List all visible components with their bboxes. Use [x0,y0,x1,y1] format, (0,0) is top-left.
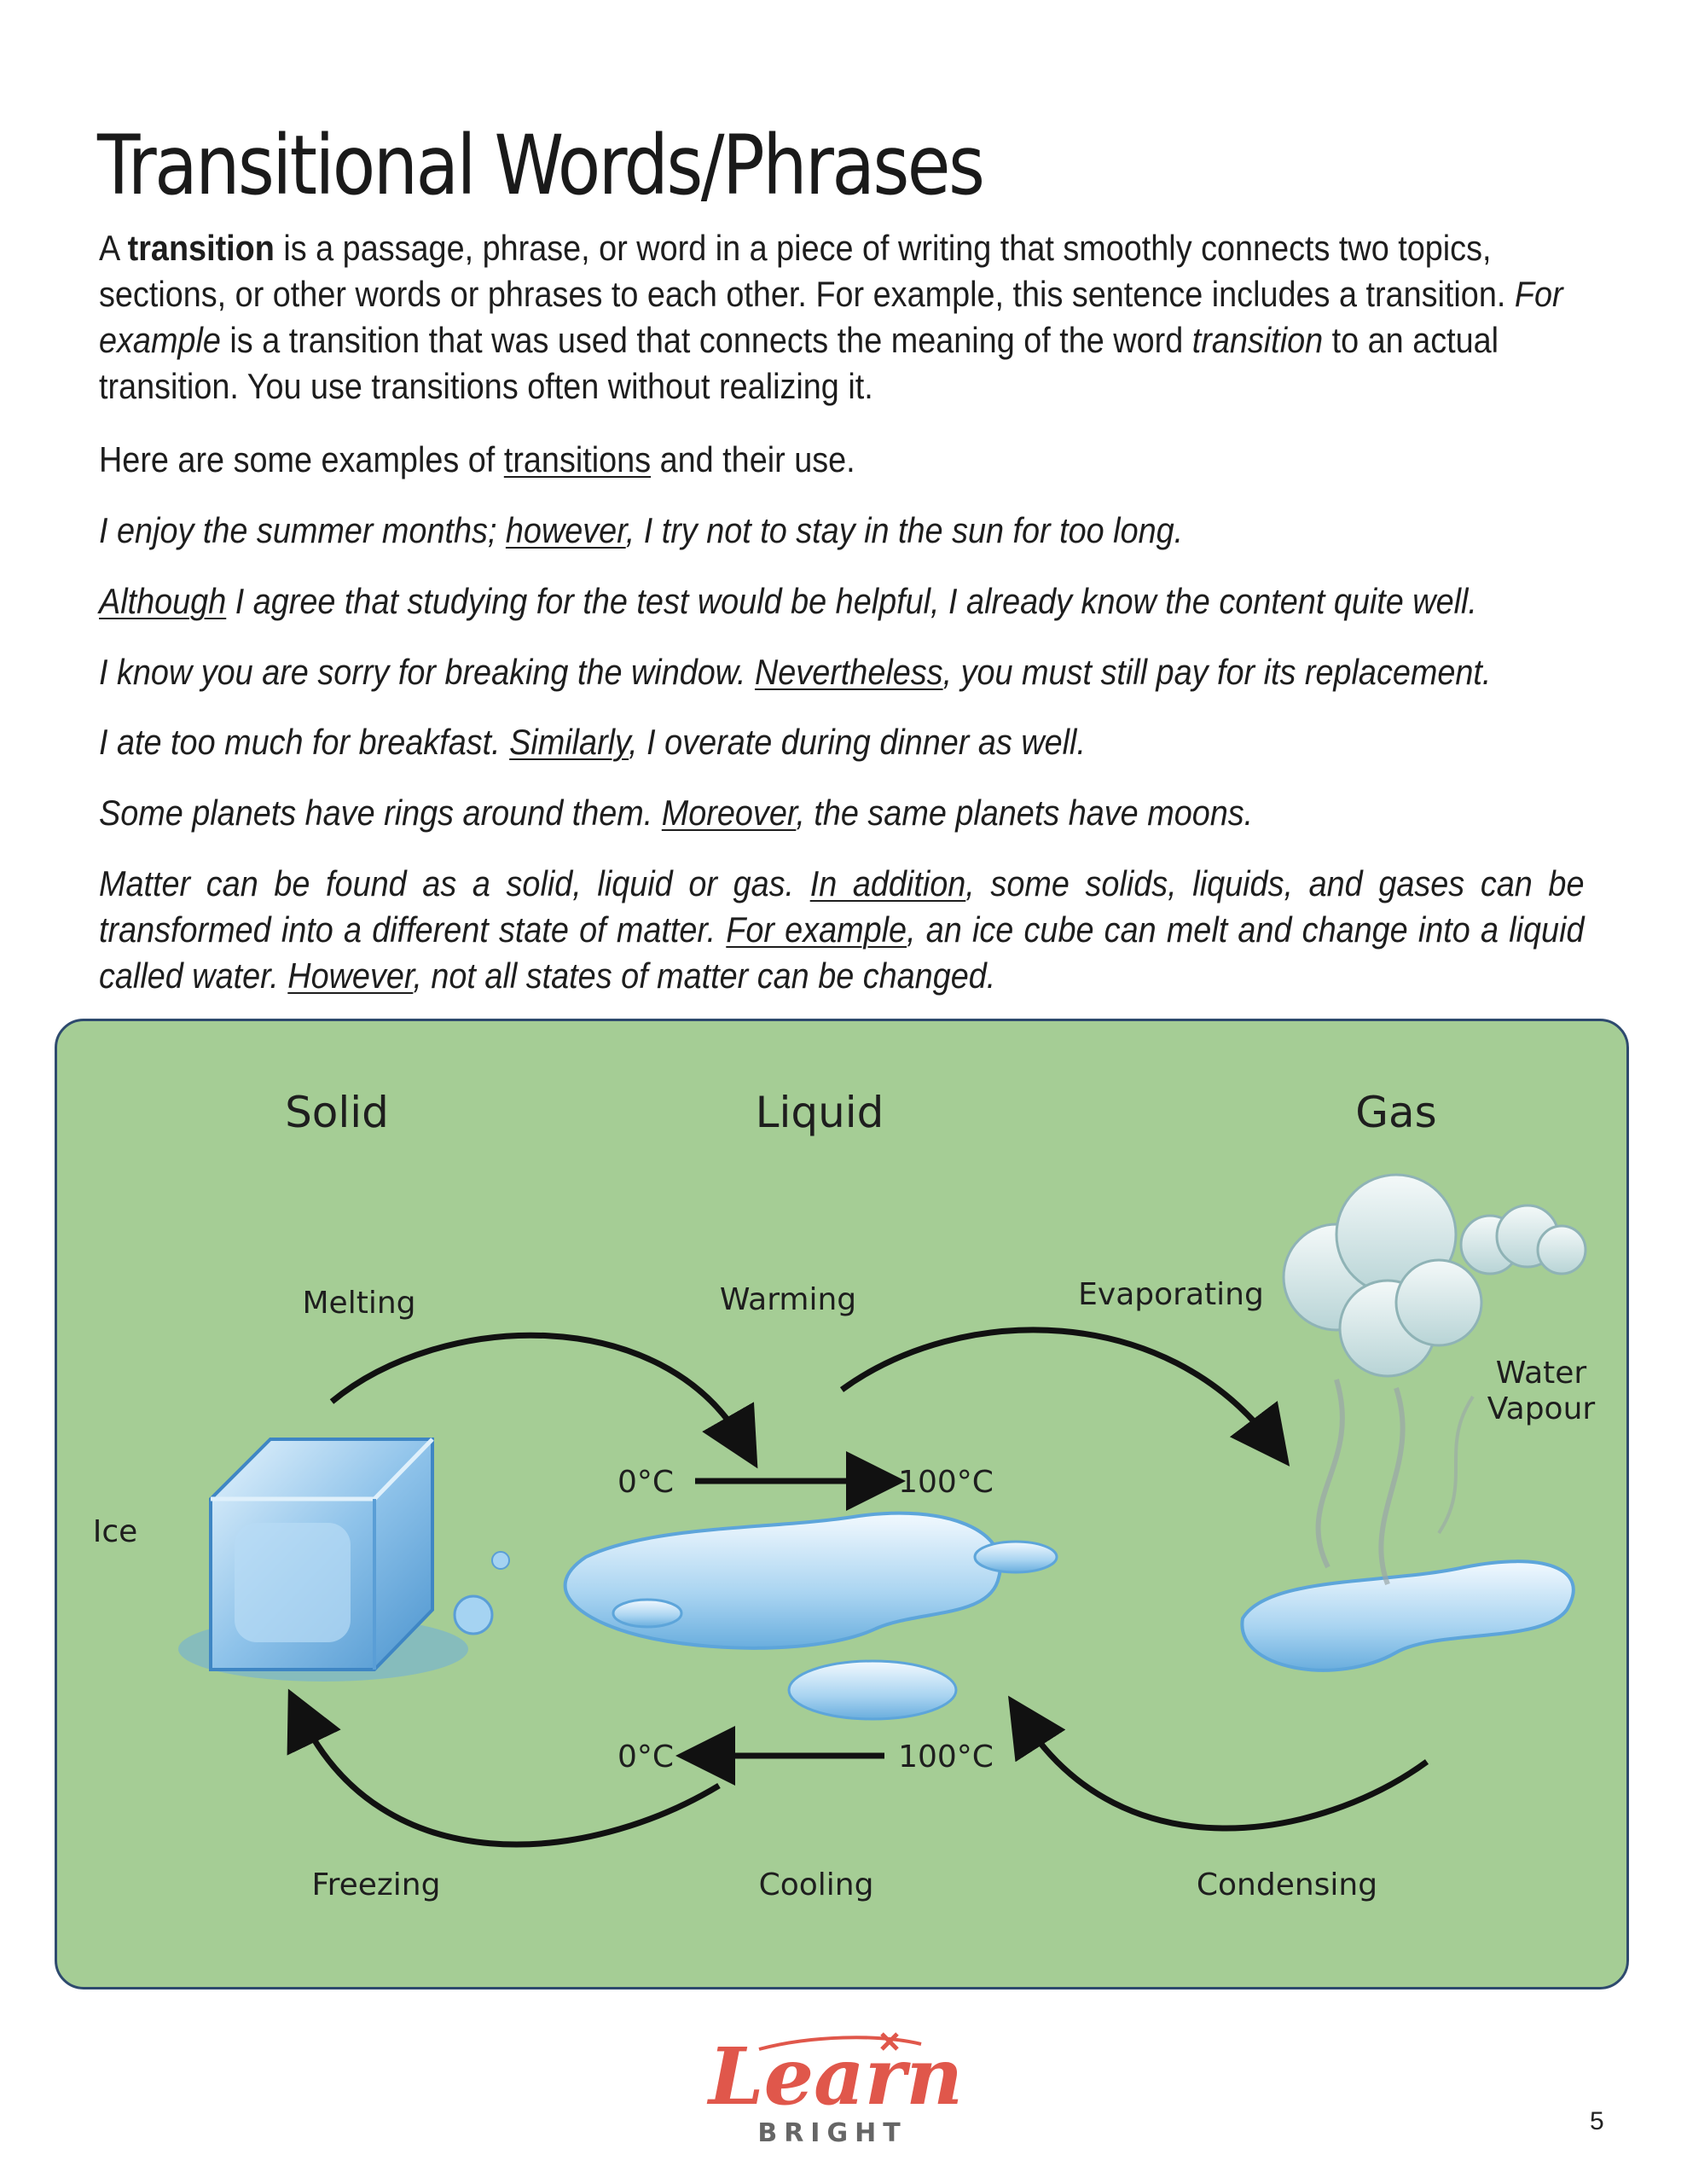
water-label: Water [1495,1356,1587,1391]
logo-mark [699,2015,972,2152]
gas-heading: Gas [1355,1088,1437,1137]
example-sentence-2 [99,578,1585,624]
example-sentence-1 [99,508,1585,554]
intro-text: is a transition that was used that connects the meaning of the word [220,320,1192,360]
example-text: , an ice cube can melt and change into a liquid called water. [99,909,1585,996]
example-transition-word: For example [726,909,907,950]
diagram-canvas [57,1021,1632,1992]
cooling-label: Cooling [758,1867,874,1902]
example-text: I know you are sorry for breaking the window. [99,652,755,692]
example-text: , I try not to stay in the sun for too long. [625,510,1184,550]
example-transition-word: however [505,510,626,550]
example-text: I ate too much for breakfast. [99,722,510,762]
states-of-matter-diagram [55,1019,1629,1989]
intro-italic-term: For example [99,274,1563,360]
example-transition-word: Moreover [661,793,797,833]
learn-bright-logo [699,2015,972,2152]
evaporating-arrow [842,1330,1272,1443]
freezing-label: Freezing [311,1867,441,1902]
examples-intro-text: and their use. [651,439,855,479]
example-text: , not all states of matter can be changed. [413,956,996,996]
page-title: Transitional Words/Phrases [97,118,983,213]
example-sentence-4 [99,719,1585,765]
liquid-heading: Liquid [755,1088,884,1137]
examples-intro-underlined: transitions [503,439,652,479]
logo-word: Learn [708,2030,964,2123]
example-text: I agree that studying for the test would be helpful, I already know the content quite well. [226,581,1477,621]
example-text: , I overate during dinner as well. [629,722,1086,762]
temp-zero-bottom: 0°C [617,1740,675,1774]
example-sentence-5 [99,790,1585,836]
warming-label: Warming [719,1282,857,1317]
example-text: , the same planets have moons. [796,793,1254,833]
melting-label: Melting [302,1286,416,1321]
example-text: , you must still pay for its replacement. [942,652,1492,692]
temp-hundred-bottom: 100°C [898,1740,994,1774]
example-transition-word: In addition [809,863,966,903]
intro-text: A [99,228,128,268]
example-transition-word: Although [99,581,227,621]
example-transition-word: Similarly [509,722,629,762]
example-transition-word: However [287,956,414,996]
ice-cube-icon [178,1439,509,1682]
ice-label: Ice [92,1514,138,1549]
example-sentence-3 [99,649,1585,695]
intro-bold-term: transition [127,228,275,268]
freezing-arrow [301,1716,719,1844]
evaporating-label: Evaporating [1078,1277,1264,1312]
example-transition-word: Nevertheless [754,652,943,692]
temp-zero-top: 0°C [617,1465,675,1500]
temp-hundred-top: 100°C [898,1465,994,1500]
examples-intro-text: Here are some examples of [99,439,504,479]
vapour-label: Vapour [1487,1391,1596,1426]
examples-intro [99,437,1585,483]
condensing-arrow [1024,1721,1427,1828]
example-text: , some solids, liquids, and gases can be transformed into a different state of matter. [99,863,1585,950]
intro-italic-term: transition [1191,320,1324,360]
intro-text: to an actual transition. You use transitions often without realizing it. [99,320,1499,406]
solid-heading: Solid [285,1088,389,1137]
example-text: Matter can be found as a solid, liquid or gas. [99,863,810,903]
intro-paragraph [99,225,1585,410]
page-number: 5 [1590,2107,1604,2135]
example-text: I enjoy the summer months; [99,510,506,550]
logo-sub: BRIGHT [757,2118,907,2148]
intro-text: is a passage, phrase, or word in a piece of writing that smoothly connects two topics, sections, or other words or phrases to each other. For example, this sentence includes a transition. [99,228,1515,314]
melting-arrow [332,1335,743,1443]
example-text: Some planets have rings around them. [99,793,662,833]
condensing-label: Condensing [1196,1867,1378,1902]
water-puddle-icon [565,1513,1057,1719]
matter-example-paragraph [99,861,1585,999]
